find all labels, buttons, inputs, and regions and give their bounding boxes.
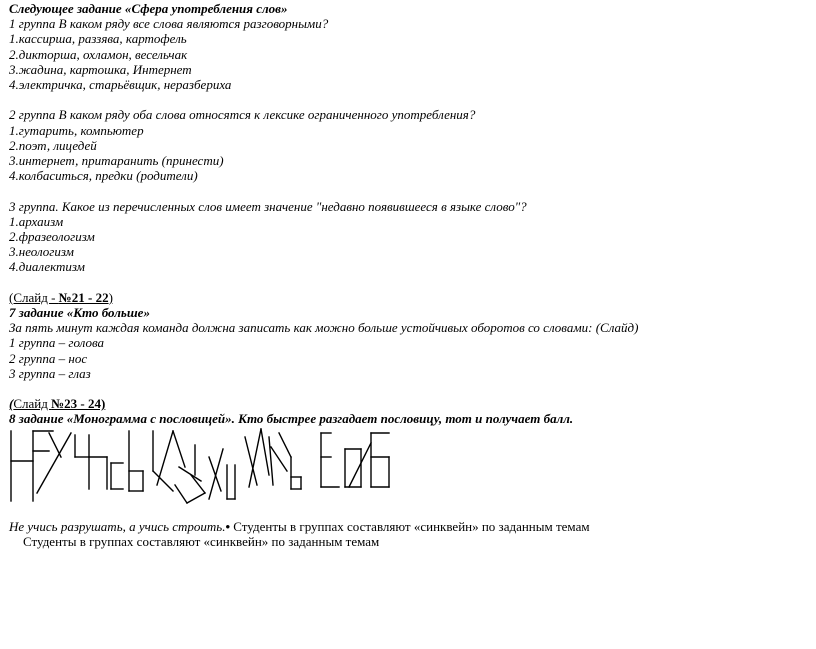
group1-option: 4.электричка, старьёвщик, неразбериха — [9, 77, 232, 93]
spacer — [9, 275, 809, 290]
task-intro — [9, 1, 809, 16]
monogram-drawing — [9, 427, 429, 519]
task-intro-title: Сфера употребления слов — [131, 1, 281, 16]
group3-question: 3 группа. Какое из перечисленных слов имеет значение "недавно появившееся в языке слово"? — [9, 198, 527, 214]
cinquain-repeat: Студенты в группах составляют «синквейн» по заданным темам — [23, 533, 380, 549]
slide-ref-23-24 — [9, 396, 809, 411]
answer-line — [9, 519, 809, 534]
group3-option: 1.архаизм — [9, 213, 64, 229]
slide-ref-21-22 — [9, 290, 809, 305]
task7-group: 3 группа – глаз — [9, 365, 91, 381]
task-intro-prefix: Следующее задание « — [9, 1, 132, 16]
slide-ref-open: ( — [9, 396, 14, 412]
proverb-answer: Не учись разрушать, а учись строить. — [9, 518, 226, 534]
task-intro-suffix: » — [280, 1, 288, 16]
document-body — [9, 1, 809, 549]
spacer — [9, 92, 809, 107]
group2-option: 1.гутарить, компьютер — [9, 122, 144, 138]
spacer — [9, 381, 809, 396]
cinquain-text: Студенты в группах составляют «синквейн» по заданным темам — [230, 518, 590, 534]
slide-ref-number: №23 - 24) — [51, 396, 106, 412]
slide-ref-number: №21 - 22 — [58, 289, 109, 305]
group2-option: 4.колбаситься, предки (родители) — [9, 168, 198, 184]
group2-option: 2.поэт, лицедей — [9, 137, 97, 153]
task8-title: 8 задание «Монограмма с пословицей». Кто быстрее разгадает пословицу, тот и получает балл. — [9, 411, 574, 427]
slide-ref-label: Слайд — [13, 396, 52, 412]
bullet-icon: • — [225, 518, 231, 534]
group1-option: 3.жадина, картошка, Интернет — [9, 61, 192, 77]
group1-option: 1.кассирша, раззява, картофель — [9, 31, 187, 47]
slide-ref-close: ) — [108, 289, 113, 305]
group3-option: 2.фразеологизм — [9, 229, 95, 245]
task7-title: 7 задание «Кто больше» — [9, 305, 150, 321]
task7-group: 1 группа – голова — [9, 335, 105, 351]
group1-question: 1 группа В каком ряду все слова являются разговорными? — [9, 16, 329, 32]
task7-group: 2 группа – нос — [9, 350, 88, 366]
group2-question: 2 группа В каком ряду оба слова относятся к лексике ограниченного употребления? — [9, 107, 476, 123]
group1-option: 2.дикторша, охламон, весельчак — [9, 46, 188, 62]
slide-ref-open: (Слайд - — [9, 289, 59, 305]
monogram-figure — [9, 427, 809, 519]
group3-option: 4.диалектизм — [9, 259, 85, 275]
group2-option: 3.интернет, притаранить (принести) — [9, 153, 224, 169]
group3-option: 3.неологизм — [9, 244, 74, 260]
task7-instruction: За пять минут каждая команда должна записать как можно больше устойчивых оборотов со словами: (Слайд) — [9, 320, 639, 336]
spacer — [9, 183, 809, 198]
